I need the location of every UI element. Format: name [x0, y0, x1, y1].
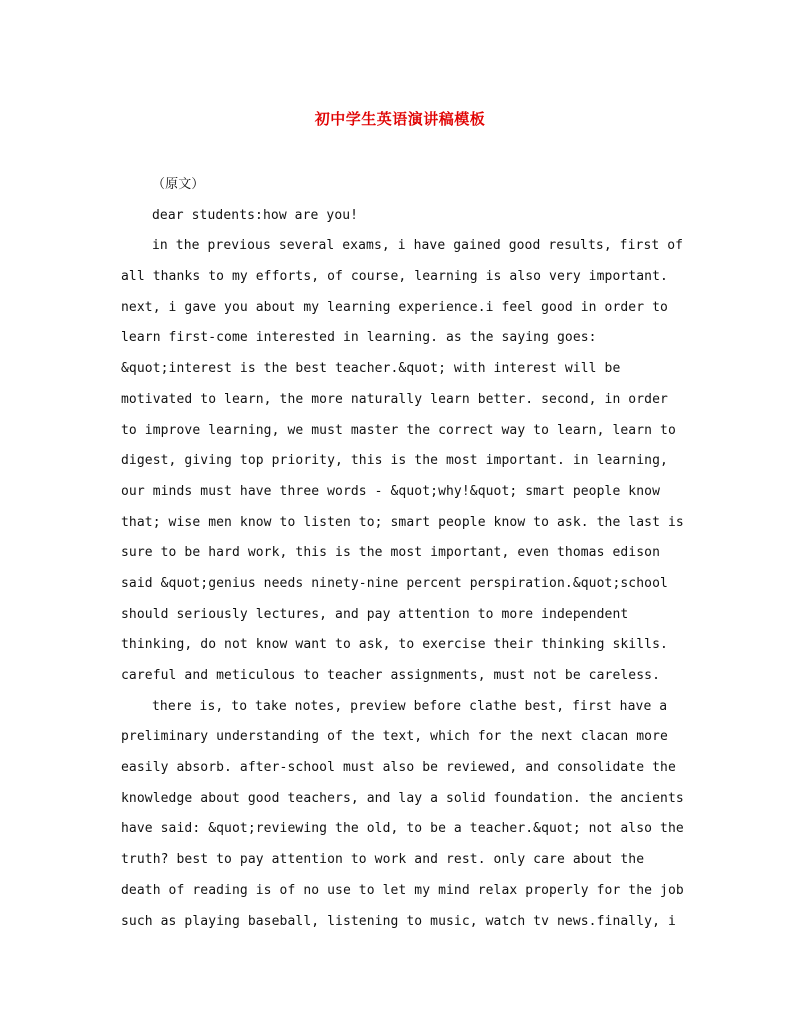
text-line: （原文） [152, 177, 205, 192]
text-line: easily absorb. after-school must also be reviewed, and consolidate the [121, 760, 676, 776]
text-line: in the previous several exams, i have gained good results, first of [152, 238, 684, 254]
text-line: such as playing baseball, listening to music, watch tv news.finally, i [121, 913, 676, 929]
text-line: dear students:how are you! [152, 207, 359, 223]
text-line: that; wise men know to listen to; smart people know to ask. the last is [121, 514, 684, 530]
text-line: sure to be hard work, this is the most important, even thomas edison [121, 545, 661, 561]
text-line: to improve learning, we must master the correct way to learn, learn to [121, 422, 676, 438]
text-line: careful and meticulous to teacher assignments, must not be careless. [121, 668, 661, 683]
text-line: truth? best to pay attention to work and rest. only care about the [121, 852, 645, 868]
text-line: should seriously lectures, and pay attention to more independent [121, 606, 629, 622]
text-line: death of reading is of no use to let my mind relax properly for the job [121, 882, 684, 898]
text-line: all thanks to my efforts, of course, learning is also very important. [121, 269, 668, 285]
text-line: &quot;interest is the best teacher.&quot; with interest will be [121, 361, 621, 377]
text-line: our minds must have three words - &quot;why!&quot; smart people know [121, 483, 661, 499]
text-line: next, i gave you about my learning experience.i feel good in order to [121, 299, 668, 315]
text-line: digest, giving top priority, this is the most important. in learning, [121, 453, 668, 469]
document-title: 初中学生英语演讲稿模板 [314, 110, 486, 128]
text-line: have said: &quot;reviewing the old, to be a teacher.&quot; not also the [121, 821, 684, 837]
text-line: knowledge about good teachers, and lay a solid foundation. the ancients [121, 790, 684, 806]
text-line: thinking, do not know want to ask, to exercise their thinking skills. [121, 637, 668, 653]
text-line: preliminary understanding of the text, which for the next clacan more [121, 729, 668, 745]
text-line: motivated to learn, the more naturally learn better. second, in order [121, 391, 668, 407]
text-line: said &quot;genius needs ninety-nine percent perspiration.&quot;school [121, 575, 668, 591]
document-body [121, 170, 686, 937]
text-line: learn first-come interested in learning. as the saying goes: [121, 330, 597, 346]
text-line: there is, to take notes, preview before clathe best, first have a [152, 698, 668, 714]
